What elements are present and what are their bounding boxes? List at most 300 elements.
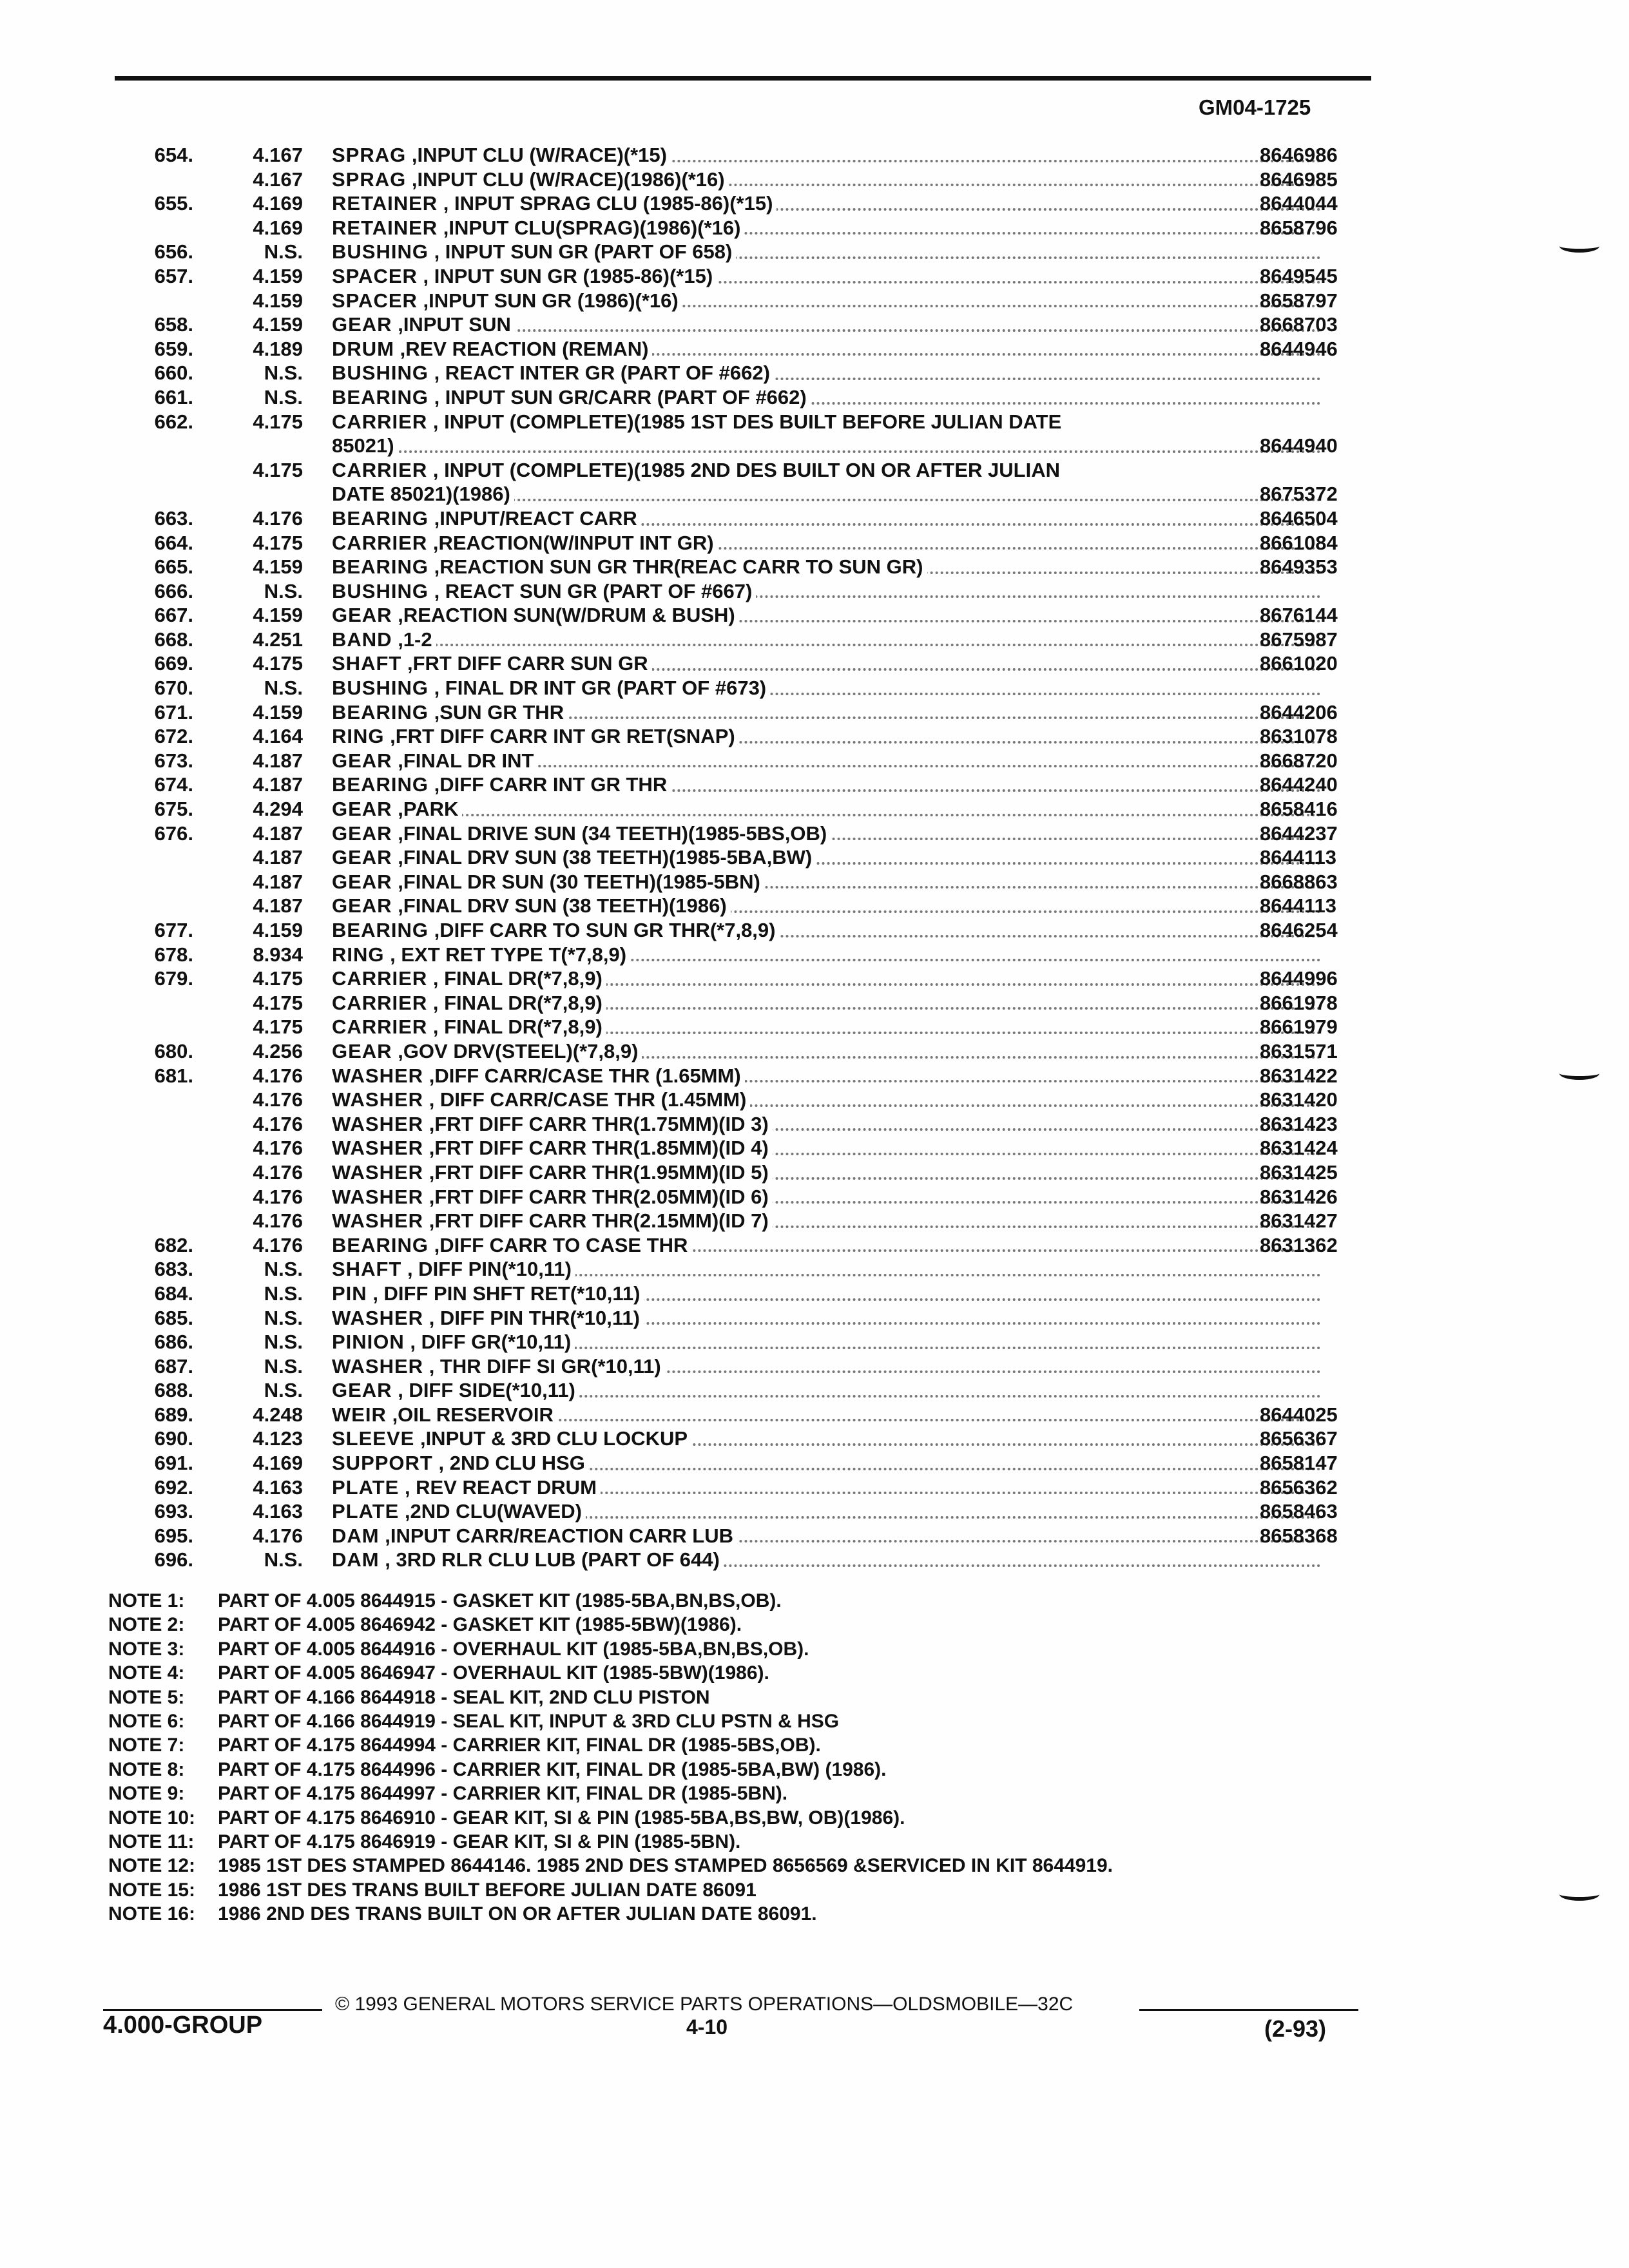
- note-label: NOTE 10:: [108, 1807, 196, 1829]
- note-row: [108, 1733, 1397, 1757]
- part-description: [332, 1088, 1321, 1112]
- group-number: 4.175: [253, 652, 303, 675]
- item-number: 660.: [154, 361, 193, 385]
- part-row: [103, 410, 1366, 434]
- part-description: [332, 1427, 1321, 1451]
- part-number: 8646985: [1260, 168, 1338, 191]
- part-description: [332, 1233, 1321, 1258]
- note-label: NOTE 9:: [108, 1783, 185, 1805]
- part-row: [103, 1548, 1366, 1572]
- part-row: [103, 1209, 1366, 1233]
- item-number: 669.: [154, 652, 193, 675]
- part-name: PLATE: [332, 1475, 400, 1499]
- part-detail: ,FINAL DR INT: [398, 749, 534, 772]
- part-description: [332, 870, 1321, 894]
- part-detail: ,SUN GR THR: [434, 700, 564, 724]
- group-number: 4.176: [253, 1112, 303, 1135]
- note-row: [108, 1661, 1397, 1685]
- group-number: 4.167: [253, 144, 303, 166]
- part-description: [332, 651, 1321, 676]
- part-row: [103, 385, 1366, 410]
- note-text: PART OF 4.005 8644916 - OVERHAUL KIT (1985-5BA,BN,BS,OB).: [218, 1638, 809, 1660]
- part-row: [103, 1185, 1366, 1209]
- group-number: N.S.: [264, 1379, 303, 1402]
- part-description: [332, 1209, 1321, 1233]
- note-row: [108, 1613, 1397, 1637]
- group-number: 4.159: [253, 919, 303, 941]
- document-code: GM04-1725: [1199, 95, 1311, 119]
- part-description: [332, 918, 1321, 943]
- part-number: 8644113: [1260, 894, 1336, 918]
- part-detail: , INPUT SPRAG CLU (1985-86)(*15): [443, 192, 773, 215]
- note-text: 1986 1ST DES TRANS BUILT BEFORE JULIAN DATE 86091: [218, 1879, 757, 1901]
- note-label: NOTE 11:: [108, 1831, 195, 1852]
- item-number: 685.: [154, 1306, 193, 1329]
- part-row: [103, 1282, 1366, 1306]
- group-label: 4.000-GROUP: [103, 2012, 263, 2039]
- group-number: 4.163: [253, 1500, 303, 1523]
- part-description: [332, 1548, 1321, 1572]
- group-number: 4.175: [253, 991, 303, 1014]
- part-row: [103, 312, 1366, 337]
- part-number: 8644025: [1260, 1403, 1338, 1426]
- part-detail: , INPUT (COMPLETE)(1985 1ST DES BUILT BEFORE JULIAN DATE: [432, 410, 1062, 433]
- note-text: 1986 2ND DES TRANS BUILT ON OR AFTER JULIAN DATE 86091.: [218, 1903, 817, 1925]
- part-description: [332, 240, 1321, 264]
- group-number: N.S.: [264, 1548, 303, 1571]
- item-number: 695.: [154, 1524, 193, 1547]
- part-number: 8631425: [1260, 1160, 1338, 1184]
- note-label: NOTE 6:: [108, 1710, 185, 1732]
- part-name: CARRIER: [332, 1015, 428, 1039]
- part-number: 8661978: [1260, 991, 1338, 1014]
- part-row: [103, 337, 1366, 361]
- group-number: 4.175: [253, 967, 303, 990]
- part-name: WASHER: [332, 1137, 424, 1160]
- part-row: [103, 1257, 1366, 1282]
- part-detail: , INPUT SUN GR (PART OF 658): [434, 240, 733, 264]
- group-number: N.S.: [264, 1258, 303, 1281]
- part-detail: ,DIFF CARR/CASE THR (1.65MM): [429, 1064, 741, 1087]
- part-detail: ,REV REACTION (REMAN): [400, 337, 649, 360]
- part-detail: ,REACTION SUN GR THR(REAC CARR TO SUN GR): [434, 555, 923, 579]
- part-detail: , DIFF CARR/CASE THR (1.45MM): [429, 1088, 747, 1111]
- part-description: [332, 943, 1321, 967]
- part-row: [103, 289, 1366, 313]
- part-name: BEARING: [332, 700, 429, 724]
- part-name: BEARING: [332, 1233, 429, 1256]
- note-row: [108, 1782, 1397, 1805]
- part-row: [103, 628, 1366, 652]
- part-row: [103, 724, 1366, 749]
- group-number: 4.251: [253, 628, 303, 651]
- item-number: 670.: [154, 677, 193, 700]
- part-description: [332, 289, 1321, 313]
- item-number: 683.: [154, 1258, 193, 1281]
- item-number: 690.: [154, 1427, 193, 1450]
- note-label: NOTE 8:: [108, 1758, 185, 1780]
- part-description: [332, 1282, 1321, 1306]
- part-name: GEAR: [332, 313, 392, 336]
- part-row: [103, 1112, 1366, 1137]
- part-name: GEAR: [332, 894, 392, 918]
- part-number: 8658416: [1260, 798, 1338, 821]
- group-number: 4.123: [253, 1427, 303, 1450]
- part-number: 8656362: [1260, 1475, 1338, 1499]
- item-number: 688.: [154, 1379, 193, 1402]
- part-number: 8646504: [1260, 506, 1338, 530]
- part-name: PLATE: [332, 1500, 400, 1523]
- part-description: [332, 1306, 1321, 1331]
- part-description: [332, 724, 1321, 749]
- group-number: 4.248: [253, 1403, 303, 1426]
- group-number: 4.169: [253, 1452, 303, 1475]
- part-number: 8644996: [1260, 967, 1338, 990]
- note-row: [108, 1878, 1397, 1902]
- part-detail: ,OIL RESERVOIR: [392, 1403, 554, 1426]
- item-number: 684.: [154, 1282, 193, 1305]
- part-name: WASHER: [332, 1306, 424, 1329]
- parts-list: [103, 143, 1366, 1572]
- part-number: 8644044: [1260, 192, 1338, 215]
- part-row: [103, 240, 1366, 264]
- part-description: [332, 773, 1321, 797]
- part-detail: , FINAL DR(*7,8,9): [432, 967, 602, 990]
- part-number: 8631420: [1260, 1088, 1338, 1111]
- note-text: PART OF 4.175 8644997 - CARRIER KIT, FINAL DR (1985-5BN).: [218, 1783, 788, 1805]
- note-row: [108, 1830, 1397, 1854]
- part-name: BEARING: [332, 506, 429, 530]
- part-detail: , THR DIFF SI GR(*10,11): [429, 1354, 661, 1378]
- part-row: [103, 1427, 1366, 1451]
- part-detail: 85021): [332, 434, 394, 457]
- part-detail: ,INPUT CARR/REACTION CARR LUB: [385, 1524, 733, 1547]
- group-number: 4.294: [253, 798, 303, 821]
- part-row: [103, 1475, 1366, 1500]
- part-detail: ,FRT DIFF CARR THR(1.75MM)(ID 3): [429, 1112, 769, 1135]
- part-detail: ,REACTION(W/INPUT INT GR): [432, 531, 714, 554]
- part-detail: ,FRT DIFF CARR SUN GR: [407, 652, 648, 675]
- group-number: 4.159: [253, 264, 303, 287]
- part-name: WASHER: [332, 1185, 424, 1208]
- part-row: [103, 1354, 1366, 1379]
- note-label: NOTE 1:: [108, 1590, 185, 1611]
- part-row: [103, 894, 1366, 918]
- part-detail: , DIFF PIN(*10,11): [407, 1258, 572, 1281]
- group-number: 4.159: [253, 289, 303, 312]
- part-description: [332, 337, 1321, 361]
- part-description: [332, 1354, 1321, 1379]
- part-description: [332, 1257, 1321, 1282]
- part-name: SHAFT: [332, 1258, 402, 1281]
- part-description: [332, 458, 1321, 483]
- header-rule: [115, 76, 1371, 81]
- part-detail: ,DIFF CARR INT GR THR: [434, 773, 668, 796]
- part-detail: ,DIFF CARR TO SUN GR THR(*7,8,9): [434, 919, 776, 941]
- part-number: 8646986: [1260, 144, 1338, 166]
- part-detail: , REACT INTER GR (PART OF #662): [434, 361, 770, 385]
- part-name: BEARING: [332, 773, 429, 796]
- part-row: [103, 1136, 1366, 1160]
- part-description: [332, 506, 1321, 531]
- item-number: 661.: [154, 385, 193, 408]
- part-row: [103, 143, 1366, 168]
- part-description: [332, 1451, 1321, 1475]
- copyright-text: © 1993 GENERAL MOTORS SERVICE PARTS OPERATIONS—OLDSMOBILE—32C: [335, 1994, 1074, 2015]
- group-number: N.S.: [264, 385, 303, 408]
- part-name: RING: [332, 725, 385, 748]
- part-name: SPRAG: [332, 144, 407, 166]
- note-row: [108, 1589, 1397, 1613]
- part-detail: , FINAL DR INT GR (PART OF #673): [434, 677, 767, 700]
- group-number: 4.169: [253, 216, 303, 239]
- part-number: 8668720: [1260, 749, 1338, 772]
- part-detail: ,FRT DIFF CARR THR(2.15MM)(ID 7): [429, 1209, 769, 1233]
- item-number: 680.: [154, 1039, 193, 1062]
- part-name: BUSHING: [332, 361, 429, 385]
- item-number: 664.: [154, 531, 193, 554]
- part-row: [103, 506, 1366, 531]
- part-name: SPACER: [332, 264, 418, 287]
- part-row: [103, 1451, 1366, 1475]
- item-number: 665.: [154, 555, 193, 579]
- group-number: 4.187: [253, 846, 303, 869]
- binder-hole-mark-top: [1559, 240, 1599, 253]
- item-number: 654.: [154, 144, 193, 166]
- item-number: 687.: [154, 1354, 193, 1378]
- group-number: N.S.: [264, 1331, 303, 1354]
- part-detail: ,FRT DIFF CARR THR(1.95MM)(ID 5): [429, 1160, 769, 1184]
- part-description: [332, 966, 1321, 991]
- part-number: 8658797: [1260, 289, 1338, 312]
- part-description: [332, 1378, 1321, 1403]
- part-detail: ,FINAL DRV SUN (38 TEETH)(1986): [398, 894, 727, 918]
- part-number: 8631422: [1260, 1064, 1338, 1087]
- item-number: 667.: [154, 604, 193, 627]
- part-name: GEAR: [332, 798, 392, 821]
- part-description: [332, 1136, 1321, 1160]
- part-description: [332, 264, 1321, 289]
- item-number: 668.: [154, 628, 193, 651]
- part-row: [103, 482, 1366, 506]
- note-text: 1985 1ST DES STAMPED 8644146. 1985 2ND DES STAMPED 8656569 &SERVICED IN KIT 8644919.: [218, 1855, 1113, 1877]
- group-number: 4.175: [253, 1015, 303, 1039]
- notes-list: [108, 1589, 1397, 1926]
- item-number: 672.: [154, 725, 193, 748]
- page-number: 4-10: [686, 2015, 728, 2039]
- part-number: 8631423: [1260, 1112, 1338, 1135]
- part-row: [103, 1015, 1366, 1039]
- part-number: 8631424: [1260, 1137, 1338, 1160]
- part-name: SLEEVE: [332, 1427, 415, 1450]
- note-text: PART OF 4.005 8646942 - GASKET KIT (1985-5BW)(1986).: [218, 1614, 742, 1636]
- part-name: SPRAG: [332, 168, 407, 191]
- item-number: 662.: [154, 410, 193, 433]
- part-name: WASHER: [332, 1064, 424, 1087]
- part-row: [103, 870, 1366, 894]
- group-number: 4.159: [253, 555, 303, 579]
- group-number: N.S.: [264, 1354, 303, 1378]
- part-row: [103, 773, 1366, 797]
- part-name: CARRIER: [332, 991, 428, 1014]
- group-number: 4.187: [253, 822, 303, 845]
- part-number: 8631078: [1260, 725, 1338, 748]
- part-description: [332, 1185, 1321, 1209]
- part-description: [332, 991, 1321, 1015]
- note-text: PART OF 4.175 8646910 - GEAR KIT, SI & PIN (1985-5BA,BS,BW, OB)(1986).: [218, 1807, 905, 1829]
- part-row: [103, 1378, 1366, 1403]
- part-description: [332, 845, 1321, 870]
- part-number: 8675987: [1260, 628, 1338, 651]
- note-row: [108, 1902, 1397, 1926]
- group-number: 8.934: [253, 943, 303, 966]
- group-number: 4.176: [253, 1524, 303, 1547]
- part-name: DAM: [332, 1524, 380, 1547]
- part-description: [332, 434, 1321, 458]
- part-number: 8644206: [1260, 700, 1338, 724]
- group-number: 4.175: [253, 531, 303, 554]
- part-number: 8658147: [1260, 1452, 1338, 1475]
- part-number: 8668863: [1260, 870, 1338, 893]
- part-description: [332, 1064, 1321, 1088]
- part-row: [103, 676, 1366, 700]
- footer-rule-right: [1139, 2009, 1358, 2011]
- binder-hole-mark-bottom: [1559, 1888, 1599, 1901]
- part-name: GEAR: [332, 846, 392, 869]
- part-row: [103, 434, 1366, 458]
- item-number: 686.: [154, 1331, 193, 1354]
- note-row: [108, 1709, 1397, 1733]
- item-number: 675.: [154, 798, 193, 821]
- part-name: WASHER: [332, 1112, 424, 1135]
- part-description: [332, 1403, 1321, 1427]
- group-number: 4.187: [253, 894, 303, 918]
- part-number: 8675372: [1260, 483, 1338, 506]
- part-number: 8644946: [1260, 337, 1338, 360]
- item-number: 671.: [154, 700, 193, 724]
- item-number: 673.: [154, 749, 193, 772]
- part-detail: ,INPUT CLU (W/RACE)(1986)(*16): [411, 168, 725, 191]
- part-row: [103, 1039, 1366, 1064]
- note-row: [108, 1686, 1397, 1709]
- note-label: NOTE 2:: [108, 1614, 185, 1636]
- part-description: [332, 700, 1321, 725]
- group-number: 4.176: [253, 1064, 303, 1087]
- part-name: DAM: [332, 1548, 380, 1571]
- part-description: [332, 1499, 1321, 1524]
- group-number: 4.187: [253, 749, 303, 772]
- note-text: PART OF 4.175 8646919 - GEAR KIT, SI & PIN (1985-5BN).: [218, 1831, 741, 1852]
- part-row: [103, 216, 1366, 240]
- group-number: 4.176: [253, 1233, 303, 1256]
- part-row: [103, 918, 1366, 943]
- part-row: [103, 966, 1366, 991]
- part-row: [103, 531, 1366, 555]
- item-number: 678.: [154, 943, 193, 966]
- group-number: 4.189: [253, 337, 303, 360]
- part-name: GEAR: [332, 1039, 392, 1062]
- part-name: WEIR: [332, 1403, 387, 1426]
- part-description: [332, 1475, 1321, 1500]
- part-number: 8676144: [1260, 604, 1338, 627]
- note-row: [108, 1806, 1397, 1830]
- part-detail: , FINAL DR(*7,8,9): [432, 991, 602, 1014]
- group-number: 4.163: [253, 1475, 303, 1499]
- part-number: 8661979: [1260, 1015, 1338, 1039]
- part-description: [332, 822, 1321, 846]
- part-row: [103, 1403, 1366, 1427]
- part-detail: ,INPUT SUN GR (1986)(*16): [423, 289, 679, 312]
- part-number: 8644940: [1260, 434, 1338, 457]
- item-number: 681.: [154, 1064, 193, 1087]
- part-description: [332, 361, 1321, 385]
- note-text: PART OF 4.005 8646947 - OVERHAUL KIT (1985-5BW)(1986).: [218, 1662, 769, 1684]
- part-row: [103, 700, 1366, 725]
- part-detail: , DIFF GR(*10,11): [410, 1331, 572, 1354]
- group-number: 4.176: [253, 1088, 303, 1111]
- group-number: 4.187: [253, 870, 303, 893]
- part-detail: ,INPUT/REACT CARR: [434, 506, 637, 530]
- part-description: [332, 1330, 1321, 1354]
- note-label: NOTE 5:: [108, 1686, 185, 1708]
- note-row: [108, 1758, 1397, 1782]
- item-number: 689.: [154, 1403, 193, 1426]
- part-number: 8631427: [1260, 1209, 1338, 1233]
- part-row: [103, 822, 1366, 846]
- item-number: 655.: [154, 192, 193, 215]
- part-detail: , DIFF SIDE(*10,11): [398, 1379, 575, 1402]
- item-number: 693.: [154, 1500, 193, 1523]
- part-row: [103, 991, 1366, 1015]
- item-number: 676.: [154, 822, 193, 845]
- group-number: 4.176: [253, 506, 303, 530]
- item-number: 666.: [154, 579, 193, 602]
- part-name: RING: [332, 943, 385, 966]
- part-row: [103, 579, 1366, 604]
- part-row: [103, 1499, 1366, 1524]
- part-name: BEARING: [332, 555, 429, 579]
- part-number: 8646254: [1260, 919, 1338, 941]
- part-detail: , INPUT (COMPLETE)(1985 2ND DES BUILT ON OR AFTER JULIAN: [432, 458, 1060, 481]
- item-number: 679.: [154, 967, 193, 990]
- item-number: 659.: [154, 337, 193, 360]
- part-row: [103, 1306, 1366, 1331]
- part-detail: ,1-2: [398, 628, 432, 651]
- item-number: 656.: [154, 240, 193, 264]
- part-name: CARRIER: [332, 458, 428, 481]
- part-detail: ,FRT DIFF CARR THR(1.85MM)(ID 4): [429, 1137, 769, 1160]
- part-row: [103, 1524, 1366, 1548]
- part-detail: ,INPUT CLU(SPRAG)(1986)(*16): [443, 216, 741, 239]
- part-description: [332, 410, 1321, 434]
- part-description: [332, 312, 1321, 337]
- note-label: NOTE 7:: [108, 1735, 185, 1756]
- group-number: N.S.: [264, 677, 303, 700]
- part-detail: ,DIFF CARR TO CASE THR: [434, 1233, 688, 1256]
- part-detail: , DIFF PIN SHFT RET(*10,11): [372, 1282, 641, 1305]
- part-row: [103, 1330, 1366, 1354]
- group-number: N.S.: [264, 1306, 303, 1329]
- part-detail: ,FRT DIFF CARR INT GR RET(SNAP): [390, 725, 735, 748]
- item-number: 674.: [154, 773, 193, 796]
- part-description: [332, 1524, 1321, 1548]
- part-detail: , INPUT SUN GR/CARR (PART OF #662): [434, 385, 807, 408]
- part-description: [332, 1015, 1321, 1039]
- part-detail: ,FRT DIFF CARR THR(2.05MM)(ID 6): [429, 1185, 769, 1208]
- part-row: [103, 1160, 1366, 1185]
- group-number: 4.256: [253, 1039, 303, 1062]
- note-label: NOTE 16:: [108, 1903, 196, 1925]
